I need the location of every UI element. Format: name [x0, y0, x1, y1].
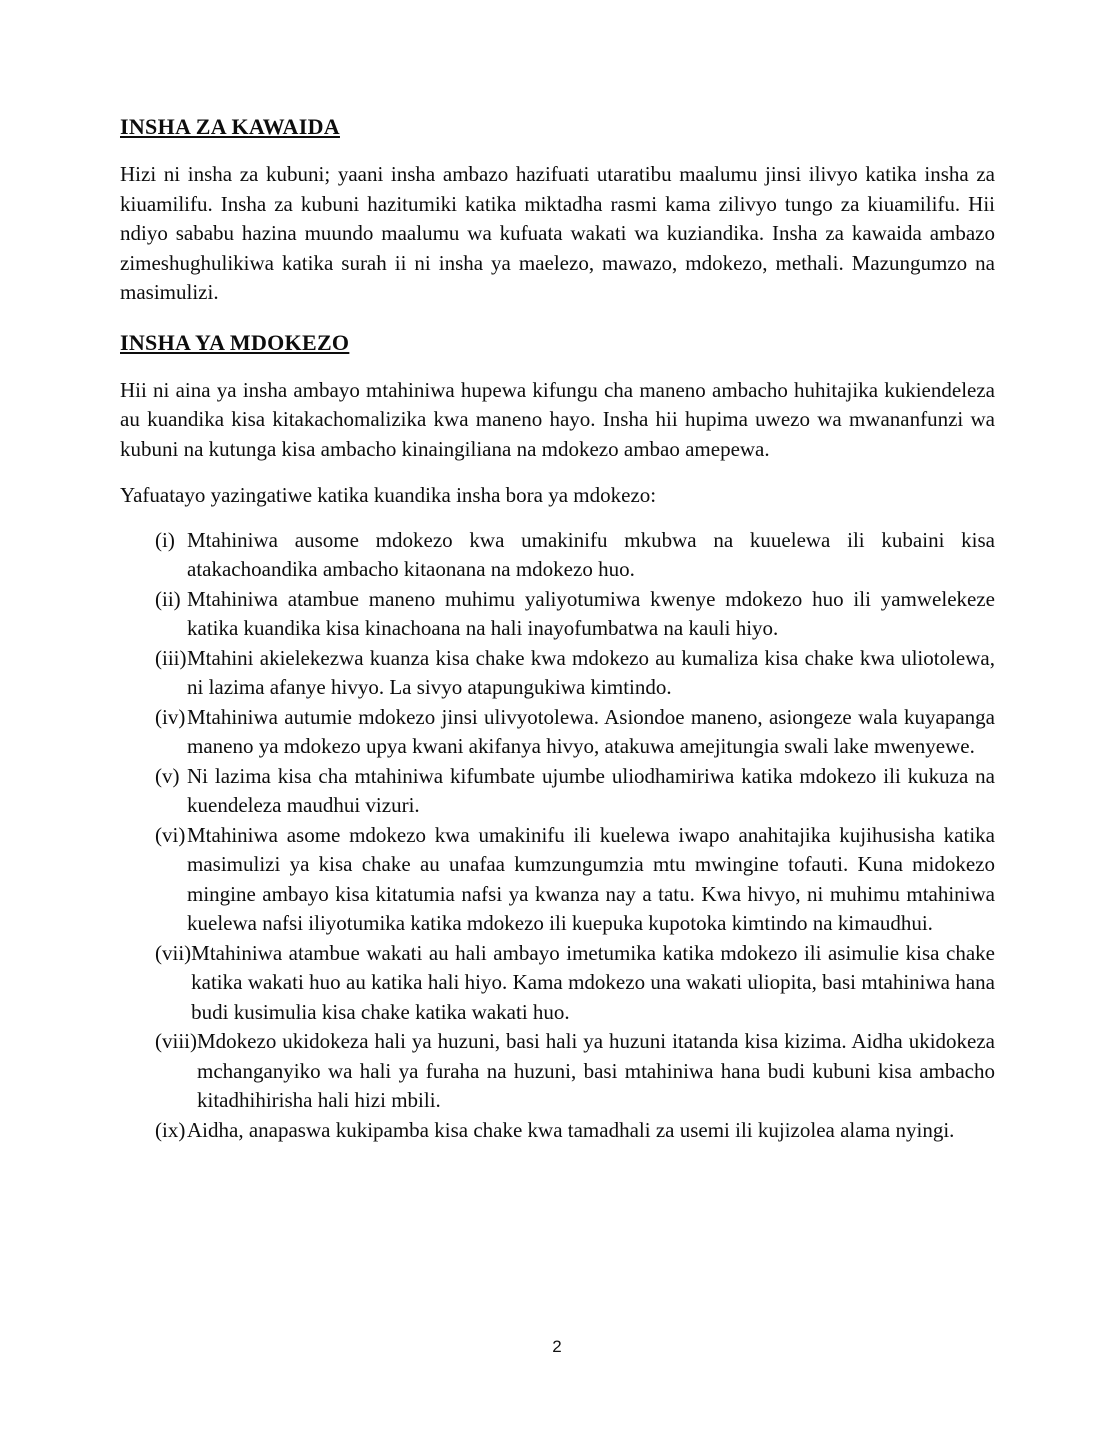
list-item-marker: (ii) — [155, 586, 181, 611]
guidelines-list — [120, 526, 995, 1146]
list-item-text: Ni lazima kisa cha mtahiniwa kifumbate ujumbe uliodhamiriwa katika mdokezo ili kukuza na kuendeleza maudhui vizuri. — [187, 763, 995, 817]
list-item-marker: (ix) — [155, 1117, 186, 1142]
list-item-marker: (vii) — [155, 940, 192, 965]
list-item-marker: (iii) — [155, 645, 187, 670]
list-item — [120, 1027, 995, 1116]
list-item-text: Mtahini akielekezwa kuanza kisa chake kwa mdokezo au kumaliza kisa chake kwa uliotolewa, ni lazima afanye hivyo. La sivyo atapungukiwa kimtindo. — [187, 645, 995, 699]
list-item — [120, 526, 995, 585]
list-item-text: Mtahiniwa ausome mdokezo kwa umakinifu mkubwa na kuuelewa ili kubaini kisa atakachoandika ambacho kitaonana na mdokezo huo. — [187, 527, 995, 581]
list-item — [120, 1116, 995, 1146]
list-item-text: Aidha, anapaswa kukipamba kisa chake kwa tamadhali za usemi ili kujizolea alama nyingi. — [187, 1117, 955, 1142]
list-item-marker: (viii) — [155, 1029, 197, 1053]
list-item-marker: (vi) — [155, 822, 186, 847]
list-item-marker: (v) — [155, 763, 180, 788]
list-item — [120, 644, 995, 703]
list-item — [120, 703, 995, 762]
list-item-text: Mtahiniwa atambue wakati au hali ambayo imetumika katika mdokezo ili asimulie kisa chake katika wakati huo au katika hali hiyo. Kama mdokezo una wakati uliopita, basi mtahiniwa hana budi kusimulia kisa chake katika wakati huo. — [191, 940, 995, 1024]
list-item-marker: (iv) — [155, 704, 186, 729]
section2-paragraph: Hii ni aina ya insha ambayo mtahiniwa hupewa kifungu cha maneno ambacho huhitajika kukiendeleza au kuandika kisa kitakachomalizika kwa maneno hayo. Insha hii hupima uwezo wa mwananfunzi wa kubuni na kutunga kisa ambacho kinaingiliana na mdokezo ambao amepewa. — [120, 377, 995, 461]
list-item — [120, 821, 995, 939]
section1-paragraph: Hizi ni insha za kubuni; yaani insha ambazo hazifuati utaratibu maalumu jinsi ilivyo katika insha za kiuamilifu. Insha za kubuni hazitumiki katika miktadha rasmi kama zilivyo tungo za kiuamilifu. Hii ndiyo sababu hazina muundo maalumu wa kufuata wakati wa kuziandika. Insha za kawaida ambazo zimeshughulikiwa katika surah ii ni insha ya maelezo, mawazo, mdokezo, methali. Mazungumzo na masimulizi. — [120, 162, 995, 304]
list-item — [120, 585, 995, 644]
section-heading-insha-za-kawaida: INSHA ZA KAWAIDA — [120, 114, 340, 139]
list-item-text: Mtahiniwa asome mdokezo kwa umakinifu ili kuelewa iwapo anahitajika kujihusisha katika masimulizi ya kisa chake au unafaa kumzungumzia mtu mwingine tofauti. Kuna midokezo mingine ambayo kisa kitatumia nafsi ya kwanza nay a tatu. Kwa hivyo, ni muhimu mtahiniwa kuelewa nafsi iliyotumika katika mdokezo ili kuepuka kupotoka kimtindo na kimaudhui. — [187, 822, 995, 935]
list-item-marker: (i) — [155, 527, 175, 552]
list-item-text: Mtahiniwa atambue maneno muhimu yaliyotumiwa kwenye mdokezo huo ili yamwelekeze katika kuandika kisa kinachoana na hali inayofumbatwa na kauli hiyo. — [187, 586, 995, 640]
page-number: 2 — [552, 1337, 562, 1356]
section-heading-insha-ya-mdokezo: INSHA YA MDOKEZO — [120, 329, 350, 355]
list-item — [120, 762, 995, 821]
list-item-text: Mdokezo ukidokeza hali ya huzuni, basi hali ya huzuni itatanda kisa kizima. Aidha ukidokeza mchanganyiko wa hali ya furaha na huzuni, basi mtahiniwa hana budi kubuni kisa ambacho kitadhihirisha hali hizi mbili. — [197, 1029, 995, 1112]
list-item — [120, 939, 995, 1028]
list-intro-line: Yafuatayo yazingatiwe katika kuandika insha bora ya mdokezo: — [120, 483, 657, 507]
list-item-text: Mtahiniwa autumie mdokezo jinsi ulivyotolewa. Asiondoe maneno, asiongeze wala kuyapanga maneno ya mdokezo upya kwani akifanya hivyo, atakuwa amejitungia swali lake mwenyewe. — [187, 704, 995, 758]
